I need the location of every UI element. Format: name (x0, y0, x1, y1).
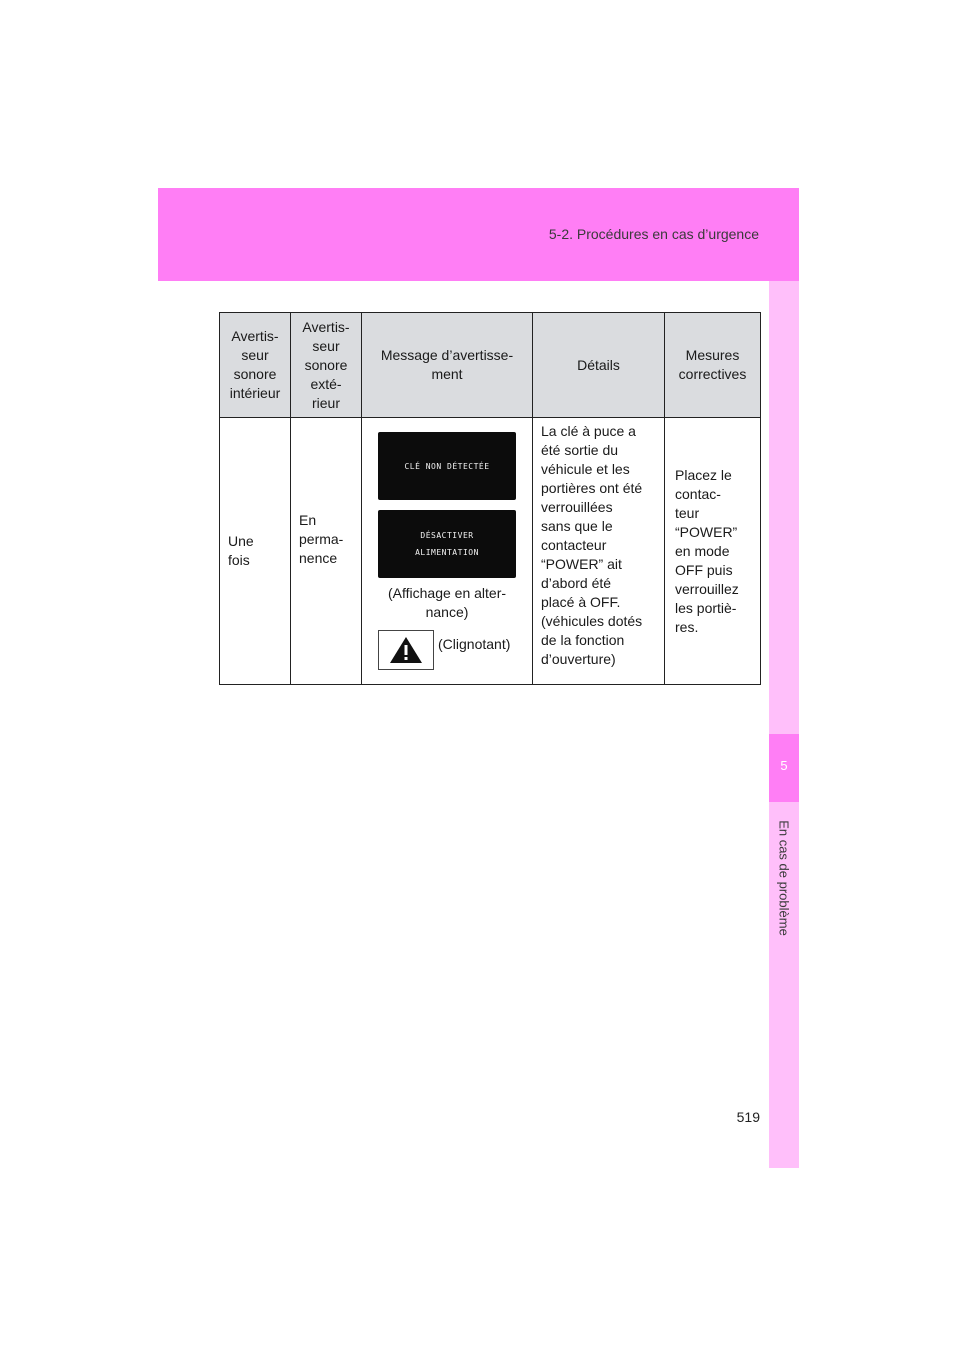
cell-message (362, 418, 533, 685)
side-strip (769, 281, 799, 1168)
header-exterior-buzzer: Avertis- seur sonore exté- rieur (291, 313, 362, 418)
cell-actions: Placez le contac- teur “POWER” en mode OFF puis verrouillez les portiè- res. (665, 418, 761, 685)
header-actions: Mesures correctives (665, 313, 761, 418)
chapter-label: En cas de problème (776, 820, 792, 936)
warning-table (219, 312, 761, 685)
warning-triangle-icon (389, 636, 423, 664)
display-screen-key-not-detected: CLÉ NON DÉTECTÉE (378, 432, 516, 500)
alternating-note: (Affichage en alter- nance) (387, 585, 507, 620)
warning-icon-box (378, 630, 434, 670)
page-number: 519 (736, 1109, 760, 1125)
chapter-tab[interactable] (769, 734, 799, 802)
cell-interior-buzzer: Une fois (220, 418, 291, 685)
section-title: 5-2. Procédures en cas d’urgence (548, 226, 759, 242)
cell-details: La clé à puce a été sortie du véhicule et les portières ont été verrouillées sans que le contacteur “POWER” ait d’abord été placé à OFF. (véhicules dotés de la fonction d’ouverture) (533, 418, 665, 685)
display-screen-power-off: DÉSACTIVER ALIMENTATION (378, 510, 516, 578)
chapter-number: 5 (780, 758, 788, 773)
cell-exterior-buzzer: En perma- nence (291, 418, 362, 685)
table-row (220, 418, 761, 685)
flashing-indicator (378, 630, 532, 670)
table-header-row (220, 313, 761, 418)
header-details: Détails (533, 313, 665, 418)
header-message: Message d’avertisse- ment (362, 313, 533, 418)
header-band (158, 188, 799, 281)
flashing-note: (Clignotant) (438, 635, 511, 652)
header-interior-buzzer: Avertis- seur sonore intérieur (220, 313, 291, 418)
